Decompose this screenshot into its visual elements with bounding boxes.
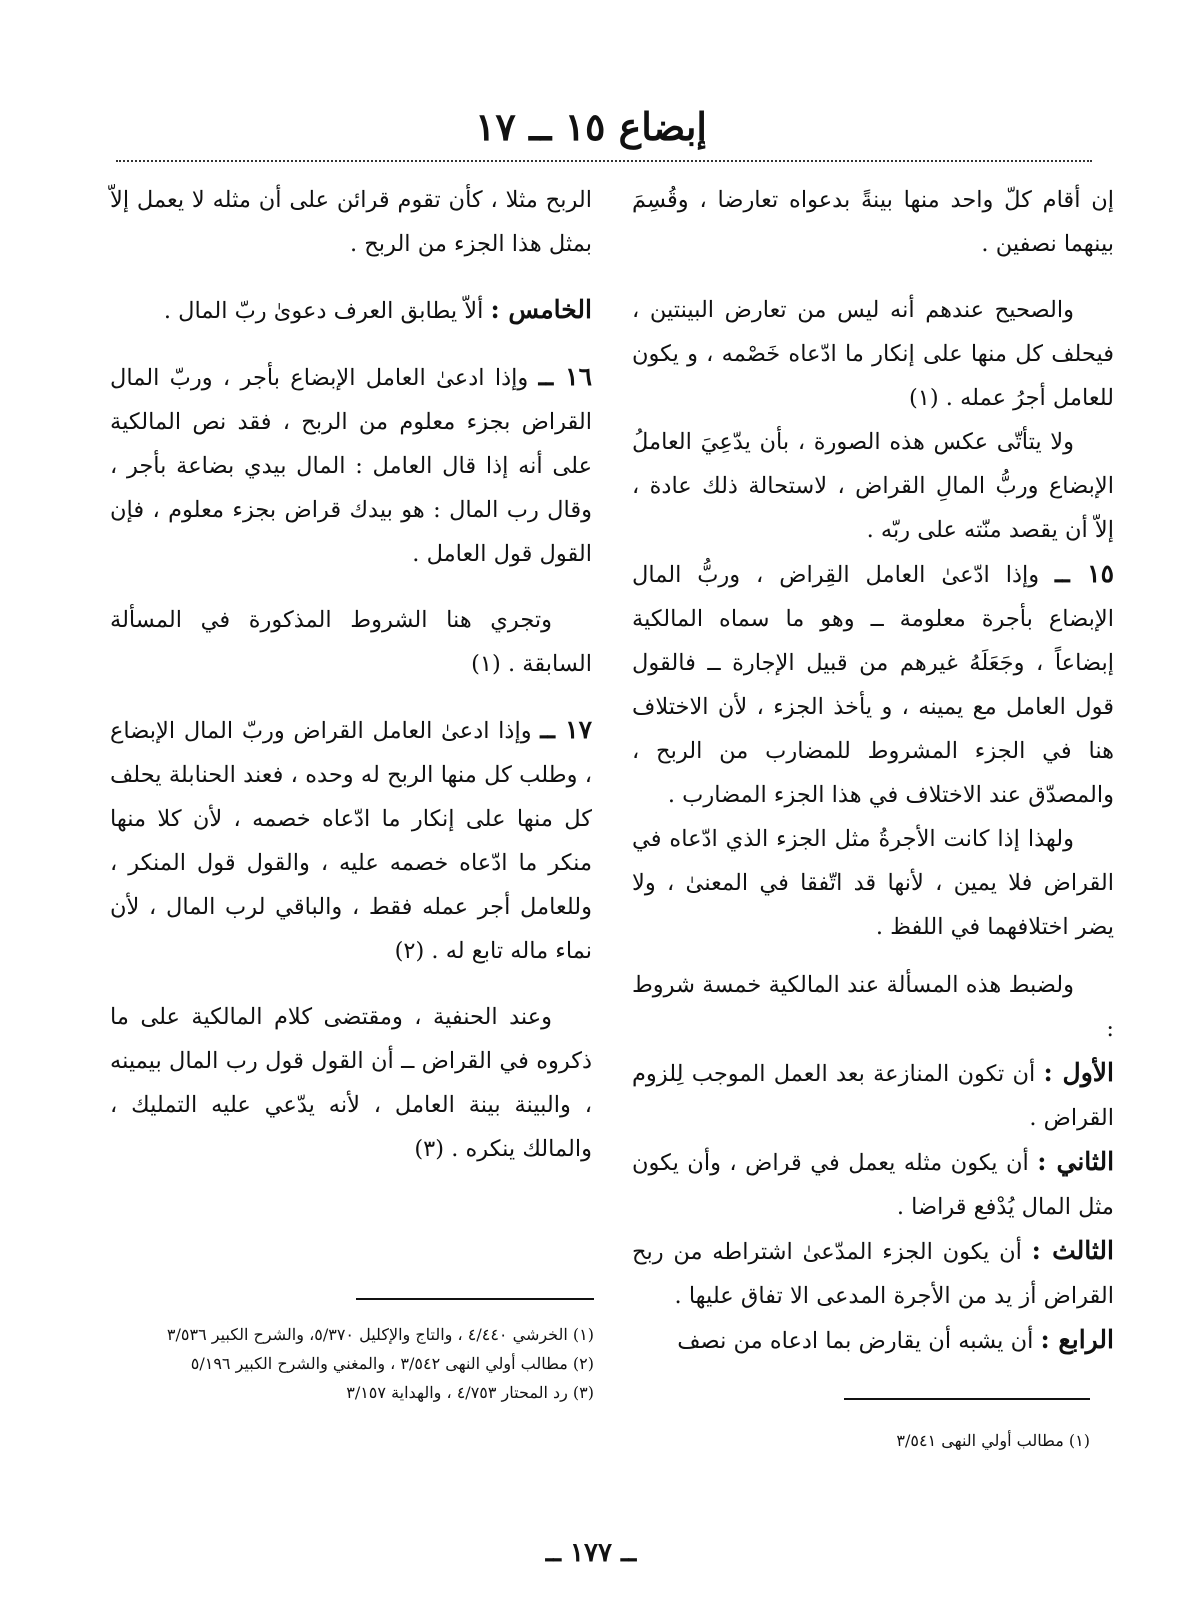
right-paragraph-2: والصحيح عندهم أنه ليس من تعارض البينتين ، فيحلف كل منها على إنكار ما ادّعاه خَصْمه ، و يكون للعامل أجرُ عمله . (١): [632, 297, 1114, 411]
right-paragraph-5: ولهذا إذا كانت الأجرةُ مثل الجزء الذي ادّعاه في القراض فلا يمين ، لأنها قد اتّفقا في المعنىٰ ، ولا يضر اختلافهما في اللفظ .: [632, 826, 1114, 940]
right-column: [632, 178, 1114, 1363]
footnote-left-3: (٣) رد المحتار ٤/٧٥٣ ، والهداية ٣/١٥٧: [346, 1383, 594, 1402]
left-column: [110, 178, 592, 1171]
left-paragraph-3: وتجري هنا الشروط المذكورة في المسألة السابقة . (١): [110, 607, 592, 677]
conditions-intro: ولضبط هذه المسألة عند المالكية خمسة شروط :: [632, 972, 1114, 1042]
condition-4-label: الرابع :: [1040, 1325, 1114, 1354]
right-paragraph-1: إن أقام كلّ واحد منها بينةً بدعواه تعارضا ، وقُسِمَ بينهما نصفين .: [632, 187, 1114, 257]
footnote-right-1: (١) مطالب أولي النهى ٣/٥٤١: [896, 1431, 1090, 1450]
footnote-left-1: (١) الخرشي ٤/٤٤٠ ، والتاج والإكليل ٥/٣٧٠، والشرح الكبير ٣/٥٣٦: [166, 1325, 594, 1344]
condition-2-text: أن يكون مثله يعمل في قراض ، وأن يكون مثل المال يُدْفع قراضا .: [632, 1150, 1114, 1220]
condition-5: [110, 288, 592, 333]
left-paragraph-1: الربح مثلا ، كأن تقوم قرائن على أن مثله لا يعمل إلاّ بمثل هذا الجزء من الربح .: [110, 187, 592, 257]
section-17: [110, 708, 592, 973]
section-15-number: ١٥ ــ: [1055, 559, 1114, 588]
right-footnote-divider: [844, 1398, 1090, 1400]
page-number: ــ ١٧٧ ــ: [545, 1538, 637, 1568]
page-header-title: إبضاع ١٥ ــ ١٧: [475, 104, 707, 149]
condition-3-label: الثالث :: [1031, 1236, 1114, 1265]
condition-3-text: أن يكون الجزء المدّعىٰ اشتراطه من ربح القراض أز يد من الأجرة المدعى الا تفاق عليها .: [632, 1239, 1114, 1309]
right-footnotes: [632, 1426, 1090, 1455]
condition-4: [632, 1318, 1114, 1363]
condition-2-label: الثاني :: [1037, 1147, 1115, 1176]
section-16: [110, 355, 592, 576]
left-footnote-divider: [356, 1298, 594, 1300]
condition-1-text: أن تكون المنازعة بعد العمل الموجب لِلزوم القراض .: [632, 1061, 1114, 1131]
condition-1-label: الأول :: [1043, 1058, 1114, 1087]
section-17-number: ١٧ ــ: [540, 715, 592, 744]
footnote-left-2: (٢) مطالب أولي النهى ٣/٥٤٢ ، والمغني والشرح الكبير ٥/١٩٦: [190, 1354, 594, 1373]
section-16-text: وإذا ادعىٰ العامل الإبضاع بأجر ، وربّ المال القراض بجزء معلوم من الربح ، فقد نص المالكية على أنه إذا قال العامل : المال بيدي بضاعة بأجر ، وقال رب المال : هو بيدك قراض بجزء معلوم ، فإن القول قول العامل .: [110, 365, 592, 567]
condition-1: [632, 1051, 1114, 1140]
condition-3: [632, 1229, 1114, 1318]
condition-5-text: ألاّ يطابق العرف دعوىٰ ربّ المال .: [163, 298, 484, 324]
condition-2: [632, 1140, 1114, 1229]
right-paragraph-3: ولا يتأتّى عكس هذه الصورة ، بأن يدّعِيَ العاملُ الإبضاع وربُّ المالِ القراض ، لاستحالة ذلك عادة ، إلاّ أن يقصد منّته على ربّه .: [632, 429, 1114, 543]
section-16-number: ١٦ ــ: [538, 362, 592, 391]
section-15-text: وإذا ادّعىٰ العامل القِراض ، وربُّ المال الإبضاع بأجرة معلومة ــ وهو ما سماه المالكية إبضاعاً ، وجَعَلَهُ غيرهم من قبيل الإجارة ــ فالقول قول العامل مع يمينه ، و يأخذ الجزء ، لأن الاختلاف هنا في الجزء المشروط للمضارب من الربح ، والمصدّق عند الاختلاف في هذا الجزء المضارب .: [632, 562, 1114, 808]
section-17-text: وإذا ادعىٰ العامل القراض وربّ المال الإبضاع ، وطلب كل منها الربح له وحده ، فعند الحنابلة يحلف كل منها على إنكار ما ادّعاه خصمه ، لأن كلا منها منكر ما ادّعاه خصمه عليه ، والقول قول المنكر ، وللعامل أجر عمله فقط ، والباقي لرب المال ، لأن نماء ماله تابع له . (٢): [110, 718, 592, 964]
left-footnotes: [110, 1320, 594, 1407]
header-dotted-divider: [116, 160, 1092, 162]
left-paragraph-5: وعند الحنفية ، ومقتضى كلام المالكية على ما ذكروه في القراض ــ أن القول قول رب المال بيمينه ، والبينة بينة العامل ، لأنه يدّعي عليه التمليك ، والمالك ينكره . (٣): [110, 1004, 592, 1162]
condition-4-text: أن يشبه أن يقارض بما ادعاه من نصف: [677, 1328, 1034, 1354]
condition-5-label: الخامس :: [490, 295, 592, 324]
section-15: [632, 552, 1114, 817]
